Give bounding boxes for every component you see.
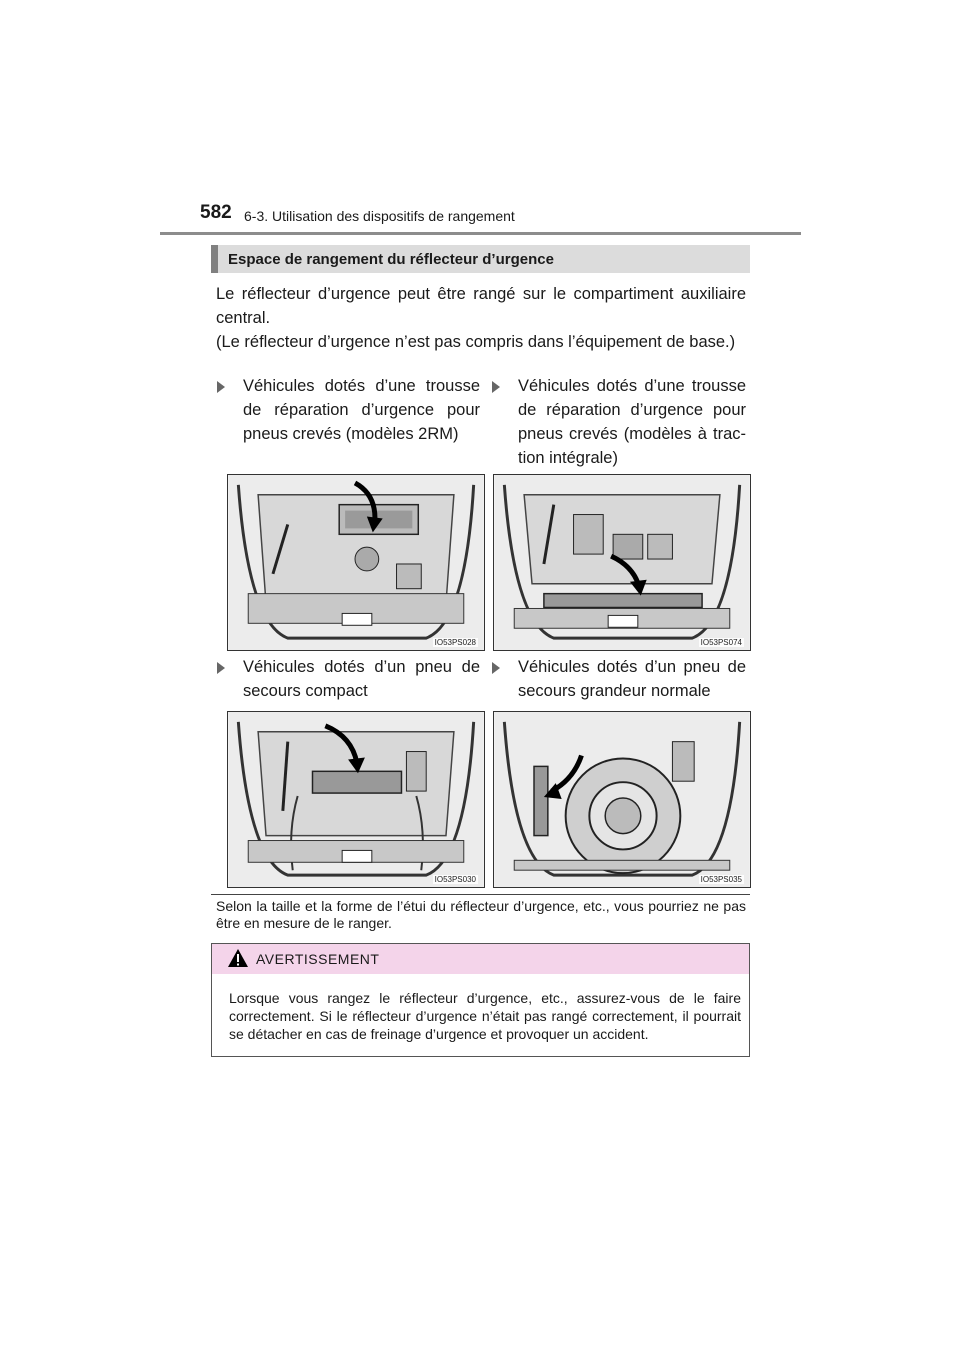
trunk-illustration (228, 712, 484, 887)
image-code: IO53PS074 (700, 638, 742, 647)
trunk-illustration (494, 475, 750, 650)
bullet-triangle-icon (217, 662, 225, 674)
variant-label-2rm: Véhicules dotés d’une trousse de réparation d’urgence pour pneus crevés (modèles 2RM) (217, 374, 480, 446)
bullet-triangle-icon (492, 662, 500, 674)
image-code: IO53PS028 (434, 638, 476, 647)
bullet-triangle-icon (217, 381, 225, 393)
warning-text: Lorsque vous rangez le réflecteur d’urgence, etc., assurez-vous de le faire correctement. Si le réflecteur d’urgence n’était pas rangé correctement, il pourrait se détacher en cas de freinage d’urgence et provoquer un accident. (229, 990, 741, 1042)
bullet-triangle-icon (492, 381, 500, 393)
section-title: 6-3. Utilisation des dispositifs de rangement (244, 208, 515, 224)
note-text: Selon la taille et la forme de l’étui du réflecteur d’urgence, etc., vous pourriez ne pas être en mesure de le ranger. (216, 898, 746, 931)
trunk-photo-4wd (493, 474, 751, 651)
variant-label-4wd: Véhicules dotés d’une trousse de réparation d’urgence pour pneus crevés (modèles à trac-tion intégrale) (492, 374, 746, 470)
section-heading-text: Espace de rangement du réflecteur d’urgence (228, 250, 554, 268)
trunk-photo-2rm (227, 474, 485, 651)
page-number: 582 (200, 202, 232, 223)
note-rule (211, 894, 750, 895)
variant-label-compact-spare: Véhicules dotés d’un pneu de secours compact (217, 655, 480, 703)
variant-label-full-spare: Véhicules dotés d’un pneu de secours grandeur normale (492, 655, 746, 703)
image-code: IO53PS035 (700, 875, 742, 884)
section-heading (211, 245, 750, 273)
warning-triangle-icon (227, 948, 249, 968)
trunk-illustration (494, 712, 750, 887)
intro-paragraph (216, 282, 746, 354)
image-code: IO53PS030 (434, 875, 476, 884)
trunk-illustration (228, 475, 484, 650)
warning-box (211, 943, 750, 1057)
intro-line-1: Le réflecteur d’urgence peut être rangé sur le compartiment auxiliaire central. (216, 285, 746, 327)
header-rule (160, 232, 801, 235)
warning-header (212, 944, 749, 974)
warning-label: AVERTISSEMENT (256, 951, 380, 967)
trunk-photo-full-spare (493, 711, 751, 888)
trunk-photo-compact-spare (227, 711, 485, 888)
intro-line-2: (Le réflecteur d’urgence n’est pas compris dans l’équipement de base.) (216, 333, 736, 351)
